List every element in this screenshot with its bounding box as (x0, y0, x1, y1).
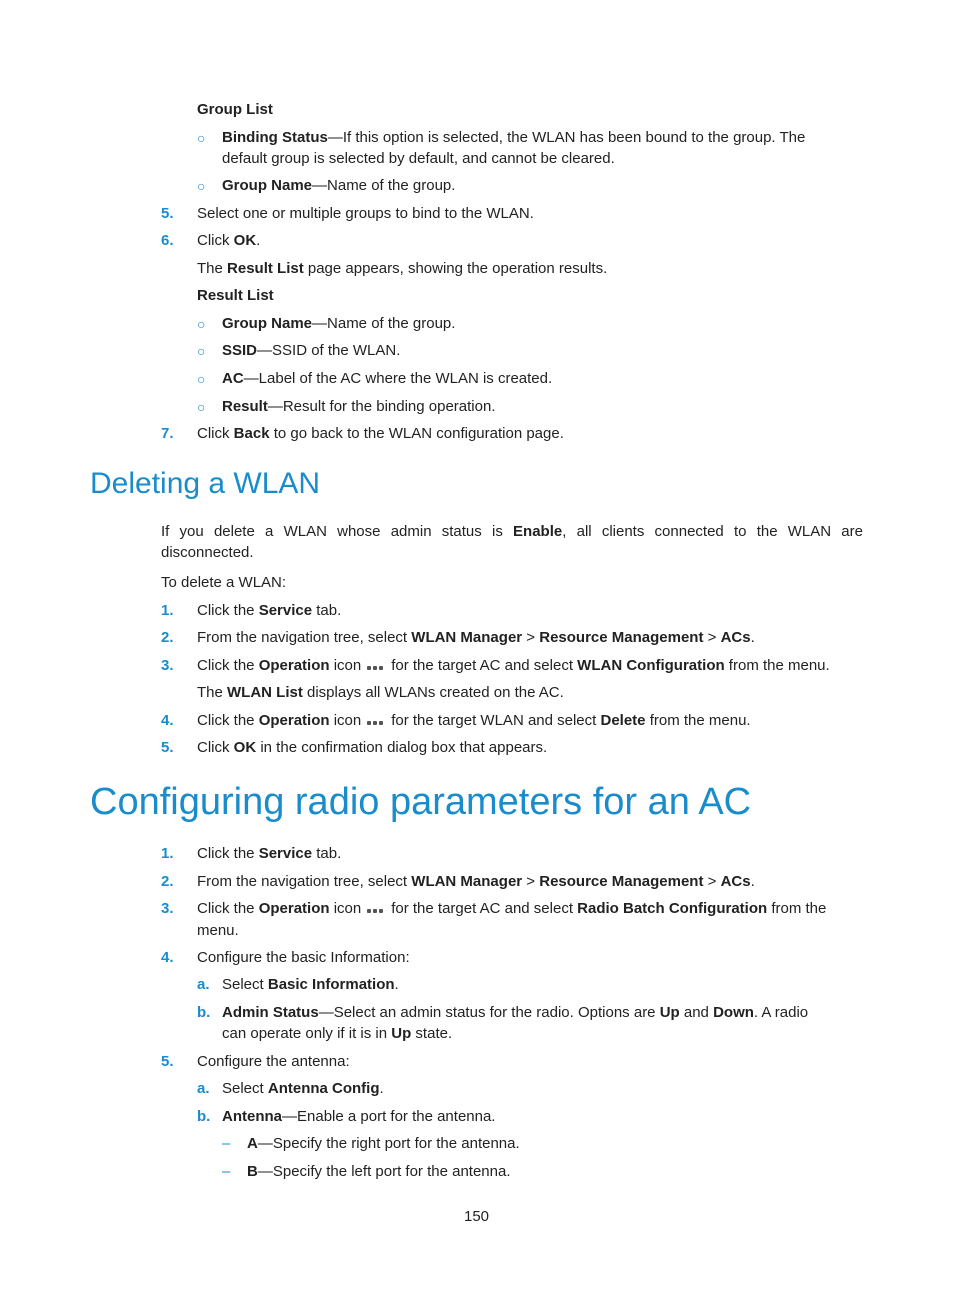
step-number: 2. (161, 629, 174, 646)
operation-icon (367, 656, 385, 676)
operation-icon (367, 899, 385, 919)
step-note: The WLAN List displays all WLANs created on the AC. (197, 684, 564, 701)
step-text: Click the Operation icon for the target WLAN and select Delete from the menu. (197, 711, 751, 731)
group-list-heading: Group List (197, 101, 273, 118)
list-item: Group Name—Name of the group. (222, 177, 456, 194)
list-item: AC—Label of the AC where the WLAN is created. (222, 370, 553, 387)
step-text: Click the Operation icon for the target AC and select Radio Batch Configuration from the (197, 899, 826, 919)
list-item: Group Name—Name of the group. (222, 315, 456, 332)
substep-text-continuation: can operate only if it is in Up state. (222, 1025, 453, 1042)
dash-bullet: – (222, 1135, 231, 1152)
step-text: From the navigation tree, select WLAN Manager > Resource Management > ACs. (197, 629, 755, 646)
intro-paragraph: If you delete a WLAN whose admin status is Enable, all clients connected to the WLAN are (161, 523, 863, 540)
step-text: Click the Service tab. (197, 845, 342, 862)
page-number: 150 (464, 1208, 490, 1225)
step-number: 5. (161, 739, 174, 756)
step-number: 3. (161, 900, 174, 917)
substep-letter: b. (197, 1004, 211, 1021)
bullet-icon: ○ (197, 343, 206, 359)
step-text: Select one or multiple groups to bind to the WLAN. (197, 205, 534, 222)
step-text: From the navigation tree, select WLAN Manager > Resource Management > ACs. (197, 873, 755, 890)
chapter-heading: Configuring radio parameters for an AC (90, 781, 752, 823)
step-number: 2. (161, 873, 174, 890)
bullet-icon: ○ (197, 178, 206, 194)
step-number: 5. (161, 1053, 174, 1070)
step-note: The Result List page appears, showing the operation results. (197, 260, 608, 277)
substep-text: Antenna—Enable a port for the antenna. (222, 1108, 496, 1125)
list-item: Binding Status—If this option is selected, the WLAN has been bound to the group. The (222, 129, 806, 146)
list-item: Result—Result for the binding operation. (222, 398, 496, 415)
dash-bullet: – (222, 1163, 231, 1180)
substep-text: Select Basic Information. (222, 976, 399, 993)
substep-letter: a. (197, 1080, 210, 1097)
step-number: 1. (161, 845, 174, 862)
operation-icon (367, 711, 385, 731)
step-text: Configure the antenna: (197, 1053, 350, 1070)
step-text-continuation: menu. (197, 922, 239, 939)
step-number: 5. (161, 205, 174, 222)
sub-item: A—Specify the right port for the antenna. (247, 1135, 520, 1152)
intro-paragraph-continuation: disconnected. (161, 544, 254, 561)
bullet-icon: ○ (197, 130, 206, 146)
step-number: 7. (161, 425, 174, 442)
step-text: Configure the basic Information: (197, 949, 410, 966)
step-number: 4. (161, 949, 174, 966)
step-text: Click OK. (197, 232, 261, 249)
step-text: Click the Operation icon for the target AC and select WLAN Configuration from the menu. (197, 656, 830, 676)
substep-letter: a. (197, 976, 210, 993)
substep-letter: b. (197, 1108, 211, 1125)
procedure-lead: To delete a WLAN: (161, 574, 287, 591)
bullet-icon: ○ (197, 316, 206, 332)
result-list-heading: Result List (197, 287, 274, 304)
bullet-icon: ○ (197, 371, 206, 387)
substep-text: Admin Status—Select an admin status for the radio. Options are Up and Down. A radio (222, 1004, 809, 1021)
list-item: SSID—SSID of the WLAN. (222, 342, 401, 359)
step-text: Click Back to go back to the WLAN configuration page. (197, 425, 564, 442)
step-number: 1. (161, 602, 174, 619)
step-number: 4. (161, 712, 174, 729)
sub-item: B—Specify the left port for the antenna. (247, 1163, 511, 1180)
list-item-continuation: default group is selected by default, and cannot be cleared. (222, 150, 615, 167)
step-text: Click OK in the confirmation dialog box that appears. (197, 739, 548, 756)
section-heading: Deleting a WLAN (90, 467, 321, 500)
bullet-icon: ○ (197, 399, 206, 415)
substep-text: Select Antenna Config. (222, 1080, 384, 1097)
step-number: 6. (161, 232, 174, 249)
step-number: 3. (161, 657, 174, 674)
step-text: Click the Service tab. (197, 602, 342, 619)
